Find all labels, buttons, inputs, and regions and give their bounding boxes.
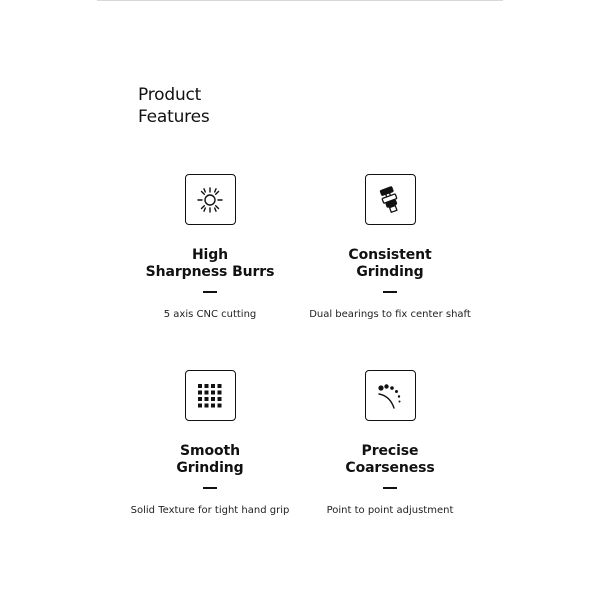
feature-title-line-2: Grinding: [176, 460, 244, 476]
feature-icon-box: [185, 370, 236, 421]
page-title-line-2: Features: [138, 107, 210, 127]
feature-title-line-2: Sharpness Burrs: [145, 264, 275, 280]
feature-icon-box: [185, 174, 236, 225]
page-title: [138, 84, 210, 128]
feature-title: [348, 247, 431, 281]
dot-grid-icon: [195, 381, 225, 411]
page-title-line-1: Product: [138, 85, 202, 105]
feature-divider: [383, 291, 397, 293]
feature-icon-box: [365, 174, 416, 225]
burr-sun-icon: [195, 185, 225, 215]
adjustment-dots-icon: [375, 381, 405, 411]
top-divider: [97, 0, 503, 1]
feature-divider: [383, 487, 397, 489]
feature-title: [146, 247, 275, 281]
feature-description: Solid Texture for tight hand grip: [130, 505, 290, 516]
shaft-bearing-icon: [375, 185, 405, 215]
feature-title-line-1: High: [191, 247, 229, 263]
feature-divider: [203, 487, 217, 489]
feature-title: [345, 443, 434, 477]
feature-title-line-1: Precise: [361, 443, 419, 459]
feature-title-line-1: Consistent: [348, 247, 432, 263]
feature-consistent-grinding: [290, 174, 490, 321]
feature-icon-box: [365, 370, 416, 421]
feature-title: [176, 443, 243, 477]
feature-title-line-2: Grinding: [356, 264, 424, 280]
feature-title-line-1: Smooth: [180, 443, 240, 459]
feature-title-line-2: Coarseness: [345, 460, 435, 476]
feature-description: Dual bearings to fix center shaft: [309, 309, 471, 320]
feature-description: 5 axis CNC cutting: [163, 309, 257, 320]
feature-precise-coarseness: [290, 370, 490, 517]
feature-divider: [203, 291, 217, 293]
feature-high-sharpness-burrs: [110, 174, 310, 321]
feature-smooth-grinding: [110, 370, 310, 517]
feature-description: Point to point adjustment: [326, 505, 454, 516]
